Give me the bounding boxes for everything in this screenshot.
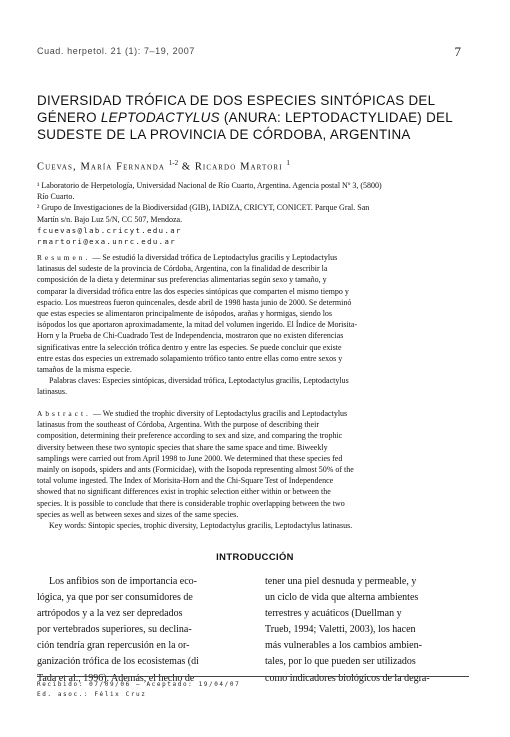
page-number: 7 (454, 44, 461, 59)
genus-name: LEPTODACTYLUS (100, 110, 220, 125)
title-line-2: GÉNERO LEPTODACTYLUS (ANURA: LEPTODACTYLIDAE) DEL (37, 110, 454, 125)
title-line-3: SUDESTE DE LA PROVINCIA DE CÓRDOBA, ARGENTINA (37, 127, 411, 142)
resumen-label: Resumen. (37, 253, 91, 262)
intro-column-right: tener una piel desnuda y permeable, y un ciclo de vida que alterna ambientes terrestres y acuáticos (Duellman y Trueb, 1994; Valetti, 2003), los hacen más vulnerables a los cambios ambien- tales, por lo que pueden ser utilizados como indicadores biológicos de la degra- (265, 576, 430, 684)
article-title (37, 92, 467, 143)
author-line: Cuevas, María Fernanda $^{1-2}$ & Ricardo Martori $^1$ (37, 159, 290, 173)
running-head (37, 46, 461, 60)
author-2-affiliation-mark: 1 (286, 159, 290, 167)
affiliation-1: ¹ Laboratorio de Herpetología, Universidad Nacional de Río Cuarto, Argentina. Agencia postal Nº 3, (5800) (37, 181, 382, 190)
affiliation-2: ² Grupo de Investigaciones de la Biodiversidad (GIB), IADIZA, CRICYT, CONICET. Parque Gral. San (37, 203, 370, 213)
abstract-keywords: Key words: Sintopic species, trophic diversity, Leptodactylus gracilis, Leptodactylus latinasus. (49, 521, 353, 531)
received-accepted-dates: Recibido: 07/09/06 — Aceptado: 19/04/07 (37, 681, 241, 688)
footer-divider (37, 676, 469, 677)
author-1: Cuevas, María Fernanda (37, 161, 166, 173)
abstract-block: Abstract. — We studied the trophic diversity of Leptodactylus gracilis and Leptodactylus latinasus from the southeast of Córdoba, Argentina. With the purpose of describing their composition, determining their preference according to sex and size, and comparing the trophic diversity between these two syntopic species that share the same space and time. Biweekly samplings were carried out from April 1998 to June 2000. We determined that these species fed mainly on isopods, spiders and ants (Formicidae), with the Isopoda representing almost 50% of the total volume ingested. The Index of Morisita-Horn and the Chi-Square Test of Independence showed that no significant differences exist in trophic selection either within or between the species. It is possible to conclude that there is considerable trophic overlapping between the two species as well as between sexes and sizes of the same species. Key words: Sintopic species, trophic diversity, Leptodactylus gracilis, Leptodactylus latinasus. (37, 408, 467, 531)
author-1-affiliation-mark: 1-2 (168, 159, 179, 167)
author-2: Ricardo Martori (194, 161, 283, 173)
resumen-block: Resumen. — Se estudió la diversidad trófica de Leptodactylus gracilis y Leptodactylus latinasus del sudeste de la provincia de Córdoba, Argentina, con la finalidad de describir la composición de la dieta y determinar sus preferencias alimentarias según sexo y tamaño, y comparar la diversidad trófica entre las dos especies sintópicas que comparten el mismo tiempo y espacio. Los muestreos fueron quincenales, desde abril de 1998 hasta junio de 2000. Se determinó que estas especies se alimentaron principalmente de isópodos, arañas y hormigas, siendo los isópodos los que aportaron aproximadamente, la mitad del volumen ingerido. El Índice de Morisita- Horn y la Prueba de Chi-Cuadrado Test de Independencia, mostraron que no existen diferencias significativas entre la selección trófica dentro y entre las especies. Se puede concluir que existe entre estas dos especies un extremado solapamiento trófico tanto entre ellas como entre sexos y tamaños de la misma especie. Palabras claves: Especies sintópicas, diversidad trófica, Leptodactylus gracilis, Leptodactylus latinasus. (37, 252, 467, 398)
email-2[interactable]: rmartori@exa.unrc.edu.ar (37, 237, 177, 247)
intro-column-left: Los anfibios son de importancia eco- lógica, ya que por ser consumidores de artrópodos y a la vez ser depredados por vertebrados superiores, su declina- ción tendría gran repercusión en la or- ganización trófica de los ecosistemas (di Tada et al., 1996). Además, el hecho de (37, 576, 199, 684)
abstract-label: Abstract. (37, 409, 91, 418)
footer-notes (37, 680, 240, 700)
affiliations: ¹ Laboratorio de Herpetología, Universidad Nacional de Río Cuarto, Argentina. Agencia postal Nº 3, (5800) Río Cuarto. ² Grupo de Investigaciones de la Biodiversidad (GIB), IADIZA, CRICYT, CONICET. Parque Gral. San Martín s/n. Bajo Luz 5/N, CC 507, Mendoza. fcuevas@lab.cricyt.edu.ar rmartori@exa.unrc.edu.ar (37, 180, 467, 247)
email-1[interactable]: fcuevas@lab.cricyt.edu.ar (37, 225, 182, 235)
section-heading-introduccion: INTRODUCCIÓN (216, 551, 294, 562)
associate-editor: Ed. asoc.: Félix Cruz (37, 691, 147, 698)
journal-citation: Cuad. herpetol. 21 (1): 7–19, 2007 (37, 46, 195, 56)
title-line-1: DIVERSIDAD TRÓFICA DE DOS ESPECIES SINTÓPICAS DEL (37, 93, 436, 108)
resumen-keywords: Palabras claves: Especies sintópicas, diversidad trófica, Leptodactylus gracilis, Leptodactylus (49, 376, 349, 386)
